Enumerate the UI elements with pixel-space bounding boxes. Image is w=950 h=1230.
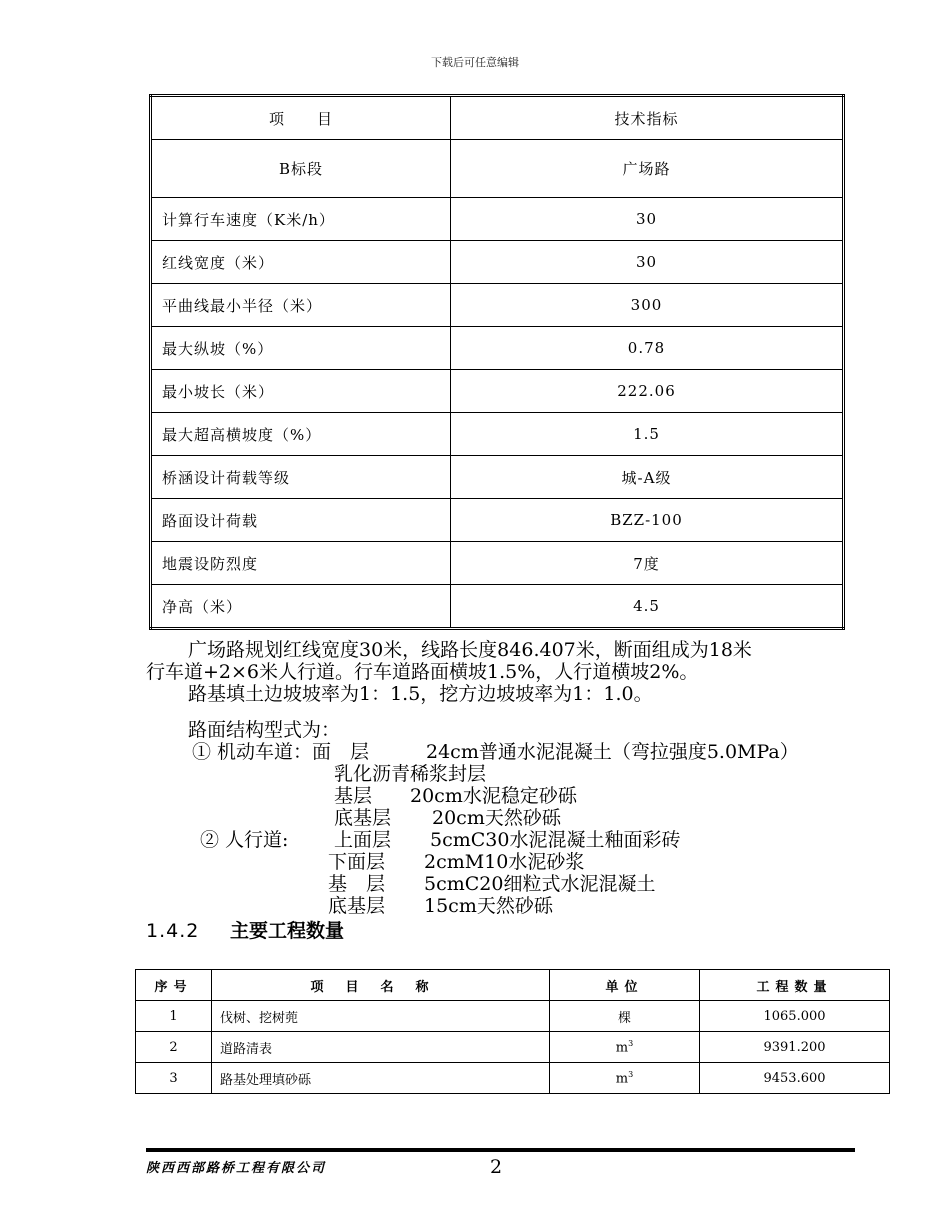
spec-table [149,94,845,630]
row-item: 净高（米） [151,585,451,629]
structure-intro: 路面结构型式为： [188,719,341,741]
unit-exponent: 3 [628,1069,634,1079]
paragraph-line: 广场路规划红线宽度30米，线路长度846.407米，断面组成为18米 [188,639,752,661]
header-name: 项目名称 [212,970,550,1001]
table-row [151,456,844,499]
table-row [136,1001,890,1032]
sidewalk-layer-text: 2cmM10水泥砂浆 [424,851,585,873]
header-unit: 单位 [550,970,700,1001]
section-value: 广场路 [451,140,844,198]
row-value: 1.5 [451,413,844,456]
row-item: 最小坡长（米） [151,370,451,413]
row-item: 红线宽度（米） [151,241,451,284]
row-unit [550,1032,700,1063]
row-item: 计算行车速度（K米/h） [151,198,451,241]
row-name: 伐树、挖树蔸 [212,1001,550,1032]
page-number: 2 [490,1156,503,1178]
table-row [136,1032,890,1063]
header-spec: 技术指标 [451,96,844,140]
row-item: 平曲线最小半径（米） [151,284,451,327]
row-item: 桥涵设计荷载等级 [151,456,451,499]
row-no: 3 [136,1063,212,1094]
unit-base: m [615,1071,629,1087]
unit-base: m [615,1040,629,1056]
row-item: 最大超高横坡度（%） [151,413,451,456]
sidewalk-layer-label: 上面层 [334,829,392,851]
section-heading [146,916,344,943]
sidewalk-layer-text: 5cmC20细粒式水泥混凝土 [424,873,656,895]
section-label: B标段 [151,140,451,198]
row-value: 0.78 [451,327,844,370]
header-no: 序号 [136,970,212,1001]
table-row [151,241,844,284]
row-qty: 1065.000 [700,1001,890,1032]
header-qty: 工程数量 [700,970,890,1001]
row-item: 地震设防烈度 [151,542,451,585]
row-value: 30 [451,241,844,284]
row-item: 最大纵坡（%） [151,327,451,370]
table-row [151,413,844,456]
row-value: 222.06 [451,370,844,413]
motorway-layer-text: 20cm水泥稳定砂砾 [410,785,577,807]
row-no: 2 [136,1032,212,1063]
section-number: 1.4.2 [146,920,200,942]
unit-exponent: 3 [628,1038,634,1048]
row-value: 城-A级 [451,456,844,499]
section-title: 主要工程数量 [230,920,345,942]
table-row [151,499,844,542]
sidewalk-label: ② 人行道: [200,829,289,851]
table-section-row [151,140,844,198]
row-value: BZZ-100 [451,499,844,542]
table-header-row [151,96,844,140]
table-row [151,198,844,241]
row-value: 300 [451,284,844,327]
motorway-layer-text: 20cm天然砂砾 [432,807,561,829]
header-note: 下载后可任意编辑 [431,56,519,69]
header-item: 项 目 [151,96,451,140]
footer-rule [146,1148,855,1152]
paragraph-line: 路基填土边坡坡率为1：1.5，挖方边坡坡率为1：1.0。 [188,683,653,705]
table-row [151,284,844,327]
motorway-layer-text: 24cm普通水泥混凝土（弯拉强度5.0MPa） [426,741,799,763]
table-row [151,542,844,585]
paragraph-line: 行车道+2×6米人行道。行车道路面横坡1.5%，人行道横坡2%。 [146,661,699,683]
sidewalk-layer-label: 基 层 [328,873,386,895]
sidewalk-layer-text: 5cmC30水泥混凝土釉面彩砖 [430,829,681,851]
row-value: 30 [451,198,844,241]
footer-company: 陕西西部路桥工程有限公司 [146,1161,327,1176]
quantity-table [135,969,890,1094]
row-value: 4.5 [451,585,844,629]
motorway-label: ① 机动车道：面 层 [192,741,370,763]
table-row [151,327,844,370]
row-qty: 9391.200 [700,1032,890,1063]
row-item: 路面设计荷载 [151,499,451,542]
row-name: 道路清表 [212,1032,550,1063]
sidewalk-layer-text: 15cm天然砂砾 [424,895,553,917]
motorway-layer-label: 基层 [334,785,373,807]
row-value: 7度 [451,542,844,585]
row-no: 1 [136,1001,212,1032]
table-header-row [136,970,890,1001]
motorway-layer-text: 乳化沥青稀浆封层 [334,763,487,785]
row-unit [550,1063,700,1094]
table-row [151,370,844,413]
table-row [151,585,844,629]
row-name: 路基处理填砂砾 [212,1063,550,1094]
row-qty: 9453.600 [700,1063,890,1094]
motorway-layer-label: 底基层 [334,807,392,829]
sidewalk-layer-label: 下面层 [328,851,386,873]
table-row [136,1063,890,1094]
row-unit: 棵 [550,1001,700,1032]
sidewalk-layer-label: 底基层 [328,895,386,917]
